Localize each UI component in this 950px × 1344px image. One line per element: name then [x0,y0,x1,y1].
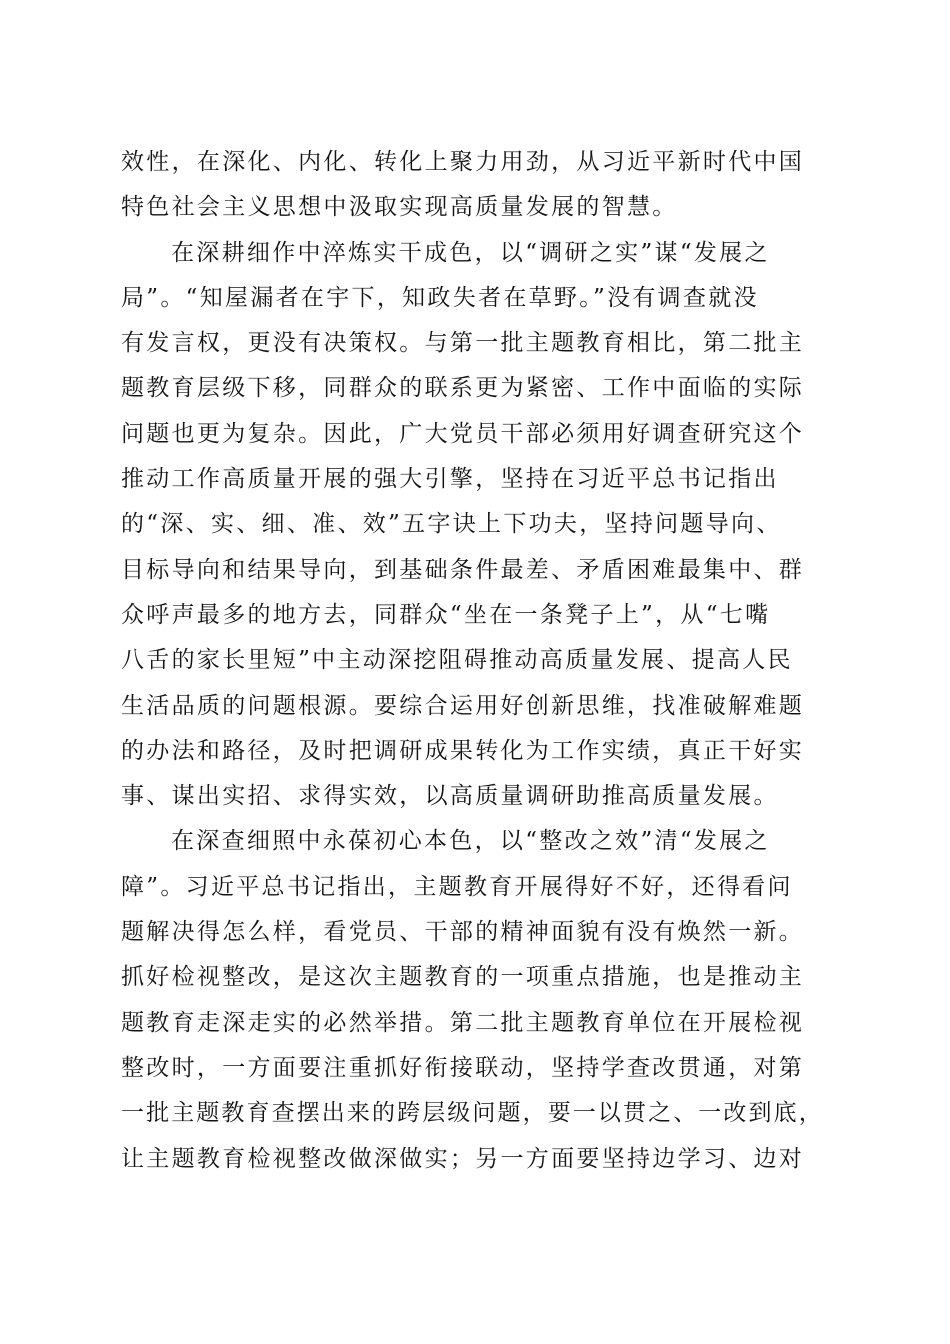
text-line: 题解决得怎么样，看党员、干部的精神面貌有没有焕然一新。 [121,919,805,946]
text-line: 八舌的家长里短”中主动深挖阻碍推动高质量发展、提高人民 [121,647,793,674]
text-line: 效性，在深化、内化、转化上聚力用劲，从习近平新时代中国 [121,149,805,175]
text-line: 众呼声最多的地方去，同群众“坐在一条凳子上”，从“七嘴 [121,601,771,628]
text-line: 特色社会主义思想中汲取实现高质量发展的智慧。 [121,194,678,221]
text-line: 局”。“知屋漏者在宇下，知政失者在草野。”没有调查就没 [121,284,759,311]
text-line: 推动工作高质量开展的强大引擎，坚持在习近平总书记指出 [121,466,779,493]
text-line: 的办法和路径，及时把调研成果转化为工作实绩，真正干好实 [121,737,805,764]
text-line: 生活品质的问题根源。要综合运用好创新思维，找准破解难题 [121,692,805,719]
document-body [121,140,825,1182]
text-line: 整改时，一方面要注重抓好衔接联动，坚持学查改贯通，对第 [121,1054,805,1081]
text-line: 让主题教育检视整改做深做实；另一方面要坚持边学习、边对 [121,1145,805,1172]
text-line: 障”。习近平总书记指出，主题教育开展得好不好，还得看问 [121,873,793,900]
text-line: 题教育层级下移，同群众的联系更为紧密、工作中面临的实际 [121,375,805,402]
paragraph-first-line: 在深查细照中永葆初心本色，以“整改之效”清“发展之 [171,828,770,855]
text-line: 问题也更为复杂。因此，广大党员干部必须用好调查研究这个 [121,420,805,447]
text-line: 事、谋出实招、求得实效，以高质量调研助推高质量发展。 [121,783,779,810]
text-line: 目标导向和结果导向，到基础条件最差、矛盾困难最集中、群 [121,556,805,583]
text-line: 题教育走深走实的必然举措。第二批主题教育单位在开展检视 [121,1009,805,1036]
text-line: 抓好检视整改，是这次主题教育的一项重点措施，也是推动主 [121,964,805,991]
text-line: 的“深、实、细、准、效”五字诀上下功夫，坚持问题导向、 [121,511,782,538]
text-line: 有发言权，更没有决策权。与第一批主题教育相比，第二批主 [121,330,805,357]
text-line: 一批主题教育查摆出来的跨层级问题，要一以贯之、一改到底， [121,1100,824,1127]
paragraph-first-line: 在深耕细作中淬炼实干成色，以“调研之实”谋“发展之 [171,239,770,266]
